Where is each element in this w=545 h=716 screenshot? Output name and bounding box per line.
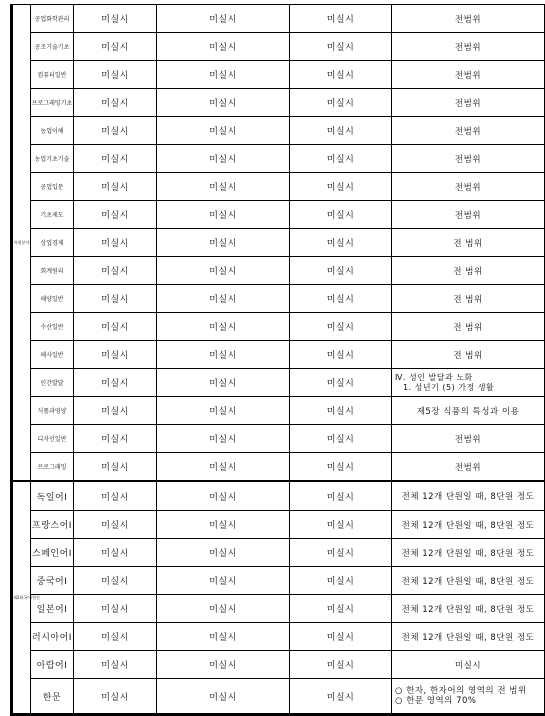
scope-note-cell: [392, 369, 545, 397]
status-cell: 미실시: [157, 5, 290, 33]
status-cell: 미실시: [157, 33, 290, 61]
subject-cell: 독일어Ⅰ: [31, 481, 74, 511]
subject-cell: 프랑스어Ⅰ: [31, 511, 74, 539]
subject-cell: 프로그래밍기초: [31, 89, 74, 117]
status-cell: 미실시: [74, 257, 157, 285]
table-row: [12, 313, 545, 341]
subject-cell: 해사일반: [31, 341, 74, 369]
group-label-cell: 제2외국어/한문: [12, 481, 31, 715]
scope-note-cell: [392, 257, 545, 285]
scope-note-line: 전체 12개 단원일 때, 8단원 정도: [401, 632, 535, 643]
scope-note-cell: [392, 229, 545, 257]
status-cell: 미실시: [74, 397, 157, 425]
subject-cell: 농업기초기술: [31, 145, 74, 173]
scope-note-line: 전체 12개 단원일 때, 8단원 정도: [401, 604, 535, 615]
status-cell: 미실시: [290, 33, 392, 61]
status-cell: 미실시: [157, 201, 290, 229]
table-row: [12, 5, 545, 33]
scope-note-line: 전범위: [454, 42, 482, 53]
status-cell: 미실시: [157, 173, 290, 201]
table-row: [12, 425, 545, 453]
status-cell: 미실시: [290, 89, 392, 117]
status-cell: 미실시: [74, 595, 157, 623]
subject-cell: 일본어Ⅰ: [31, 595, 74, 623]
status-cell: 미실시: [290, 539, 392, 567]
scope-note-cell: [392, 453, 545, 482]
status-cell: 미실시: [74, 313, 157, 341]
subject-cell: 스페인어Ⅰ: [31, 539, 74, 567]
status-cell: 미실시: [74, 173, 157, 201]
subject-cell: 아랍어Ⅰ: [31, 651, 74, 679]
table-row: [12, 369, 545, 397]
status-cell: 미실시: [74, 623, 157, 651]
scope-note-line: 전범위: [454, 154, 482, 165]
scope-note-line: 전체 12개 단원일 때, 8단원 정도: [401, 548, 535, 559]
exam-scope-table: [10, 4, 545, 716]
scope-note-cell: [392, 285, 545, 313]
subject-cell: 디자인일반: [31, 425, 74, 453]
table-row: [12, 117, 545, 145]
scope-note-line: 전 범위: [453, 294, 483, 305]
status-cell: 미실시: [157, 397, 290, 425]
status-cell: 미실시: [290, 117, 392, 145]
scope-note-line: 전범위: [454, 126, 482, 137]
status-cell: 미실시: [157, 481, 290, 511]
exam-scope-table-body: [12, 5, 545, 715]
scope-note-line: 전범위: [454, 182, 482, 193]
subject-cell: 해양일반: [31, 285, 74, 313]
table-row: [12, 201, 545, 229]
status-cell: 미실시: [290, 425, 392, 453]
subject-cell: 식품과영양: [31, 397, 74, 425]
scope-note-line: 전범위: [454, 462, 482, 473]
status-cell: 미실시: [290, 61, 392, 89]
status-cell: 미실시: [74, 539, 157, 567]
scope-note-line: 전 범위: [453, 322, 483, 333]
table-row: [12, 229, 545, 257]
scope-note-cell: [392, 145, 545, 173]
status-cell: 미실시: [74, 5, 157, 33]
scope-note-line: 전범위: [454, 210, 482, 221]
table-row: [12, 285, 545, 313]
status-cell: 미실시: [290, 145, 392, 173]
scope-note-line: 전범위: [454, 98, 482, 109]
scope-note-cell: [392, 173, 545, 201]
status-cell: 미실시: [157, 651, 290, 679]
scope-note-cell: [392, 679, 545, 715]
table-row: [12, 481, 545, 511]
status-cell: 미실시: [290, 173, 392, 201]
table-row: [12, 61, 545, 89]
subject-cell: 수산일반: [31, 313, 74, 341]
scope-note-line: 전 범위: [453, 350, 483, 361]
status-cell: 미실시: [157, 257, 290, 285]
subject-cell: 기초제도: [31, 201, 74, 229]
scope-note-cell: [392, 623, 545, 651]
scope-note-cell: [392, 313, 545, 341]
status-cell: 미실시: [74, 89, 157, 117]
scope-note-line: 전체 12개 단원일 때, 8단원 정도: [401, 576, 535, 587]
scope-note-cell: [392, 425, 545, 453]
status-cell: 미실시: [157, 595, 290, 623]
scope-note-line: 전범위: [454, 434, 482, 445]
status-cell: 미실시: [157, 679, 290, 715]
table-row: [12, 511, 545, 539]
table-row: [12, 595, 545, 623]
status-cell: 미실시: [157, 453, 290, 482]
scope-note-line: ○ 한자, 한자어의 영역의 전 범위: [395, 686, 527, 696]
status-cell: 미실시: [290, 5, 392, 33]
table-row: [12, 145, 545, 173]
status-cell: 미실시: [157, 567, 290, 595]
scope-note-line: 미실시: [454, 660, 482, 671]
status-cell: 미실시: [290, 369, 392, 397]
subject-cell: 상업경제: [31, 229, 74, 257]
table-row: [12, 33, 545, 61]
status-cell: 미실시: [157, 313, 290, 341]
status-cell: 미실시: [290, 481, 392, 511]
subject-cell: 한문: [31, 679, 74, 715]
scope-note-line: Ⅳ. 성인 발달과 노화: [395, 372, 473, 382]
status-cell: 미실시: [290, 229, 392, 257]
status-cell: 미실시: [74, 33, 157, 61]
status-cell: 미실시: [157, 623, 290, 651]
table-row: [12, 397, 545, 425]
scope-note-line: 전범위: [454, 70, 482, 81]
status-cell: 미실시: [290, 567, 392, 595]
status-cell: 미실시: [290, 201, 392, 229]
table-row: [12, 651, 545, 679]
scope-note-cell: [392, 511, 545, 539]
status-cell: 미실시: [74, 453, 157, 482]
subject-cell: 프로그래밍: [31, 453, 74, 482]
table-row: [12, 453, 545, 482]
status-cell: 미실시: [157, 145, 290, 173]
scope-note-cell: [392, 397, 545, 425]
scope-note-cell: [392, 201, 545, 229]
scope-note-cell: [392, 5, 545, 33]
status-cell: 미실시: [157, 117, 290, 145]
status-cell: 미실시: [74, 285, 157, 313]
status-cell: 미실시: [290, 285, 392, 313]
subject-cell: 공조기술기초: [31, 33, 74, 61]
status-cell: 미실시: [290, 453, 392, 482]
table-row: [12, 539, 545, 567]
status-cell: 미실시: [74, 61, 157, 89]
scope-note-cell: [392, 33, 545, 61]
scope-note-line: 전체 12개 단원일 때, 8단원 정도: [401, 492, 535, 502]
subject-cell: 컴퓨터일반: [31, 61, 74, 89]
scope-note-line: 전체 12개 단원일 때, 8단원 정도: [401, 520, 535, 531]
status-cell: 미실시: [157, 511, 290, 539]
status-cell: 미실시: [157, 425, 290, 453]
table-row: [12, 623, 545, 651]
status-cell: 미실시: [290, 313, 392, 341]
scope-note-cell: [392, 651, 545, 679]
table-row: [12, 341, 545, 369]
status-cell: 미실시: [74, 229, 157, 257]
status-cell: 미실시: [157, 89, 290, 117]
subject-cell: 공업화학관리: [31, 5, 74, 33]
scope-note-line: 전 범위: [453, 238, 483, 249]
status-cell: 미실시: [74, 651, 157, 679]
status-cell: 미실시: [74, 425, 157, 453]
status-cell: 미실시: [74, 201, 157, 229]
scope-note-line: ○ 한문 영역의 70%: [395, 696, 477, 706]
status-cell: 미실시: [74, 369, 157, 397]
status-cell: 미실시: [290, 397, 392, 425]
status-cell: 미실시: [290, 595, 392, 623]
status-cell: 미실시: [74, 511, 157, 539]
status-cell: 미실시: [290, 257, 392, 285]
status-cell: 미실시: [290, 341, 392, 369]
status-cell: 미실시: [74, 145, 157, 173]
status-cell: 미실시: [157, 229, 290, 257]
status-cell: 미실시: [290, 511, 392, 539]
scope-note-cell: [392, 595, 545, 623]
table-row: [12, 173, 545, 201]
table-row: [12, 257, 545, 285]
scope-note-cell: [392, 89, 545, 117]
status-cell: 미실시: [74, 341, 157, 369]
status-cell: 미실시: [157, 369, 290, 397]
status-cell: 미실시: [290, 623, 392, 651]
subject-cell: 농업이해: [31, 117, 74, 145]
subject-cell: 공업입문: [31, 173, 74, 201]
status-cell: 미실시: [74, 481, 157, 511]
subject-cell: 인간발달: [31, 369, 74, 397]
status-cell: 미실시: [290, 679, 392, 715]
scope-note-line: 1. 성년기 (5) 가정 생활: [403, 382, 495, 392]
table-row: [12, 679, 545, 715]
scope-note-cell: [392, 539, 545, 567]
scope-note-line: 제5장 식품의 특성과 이용: [416, 406, 520, 417]
status-cell: 미실시: [157, 539, 290, 567]
status-cell: 미실시: [157, 61, 290, 89]
subject-cell: 러시아어Ⅰ: [31, 623, 74, 651]
status-cell: 미실시: [74, 117, 157, 145]
scope-note-line: 전 범위: [453, 266, 483, 277]
table-row: [12, 89, 545, 117]
status-cell: 미실시: [290, 651, 392, 679]
scope-note-cell: [392, 117, 545, 145]
group-label-cell: 특정분야: [12, 5, 31, 482]
status-cell: 미실시: [157, 285, 290, 313]
scope-note-cell: [392, 481, 545, 511]
status-cell: 미실시: [157, 341, 290, 369]
status-cell: 미실시: [74, 679, 157, 715]
scope-note-cell: [392, 567, 545, 595]
subject-cell: 중국어Ⅰ: [31, 567, 74, 595]
status-cell: 미실시: [74, 567, 157, 595]
table-row: [12, 567, 545, 595]
scope-note-cell: [392, 61, 545, 89]
scope-note-cell: [392, 341, 545, 369]
subject-cell: 회계원리: [31, 257, 74, 285]
scope-note-line: 전범위: [454, 14, 482, 25]
